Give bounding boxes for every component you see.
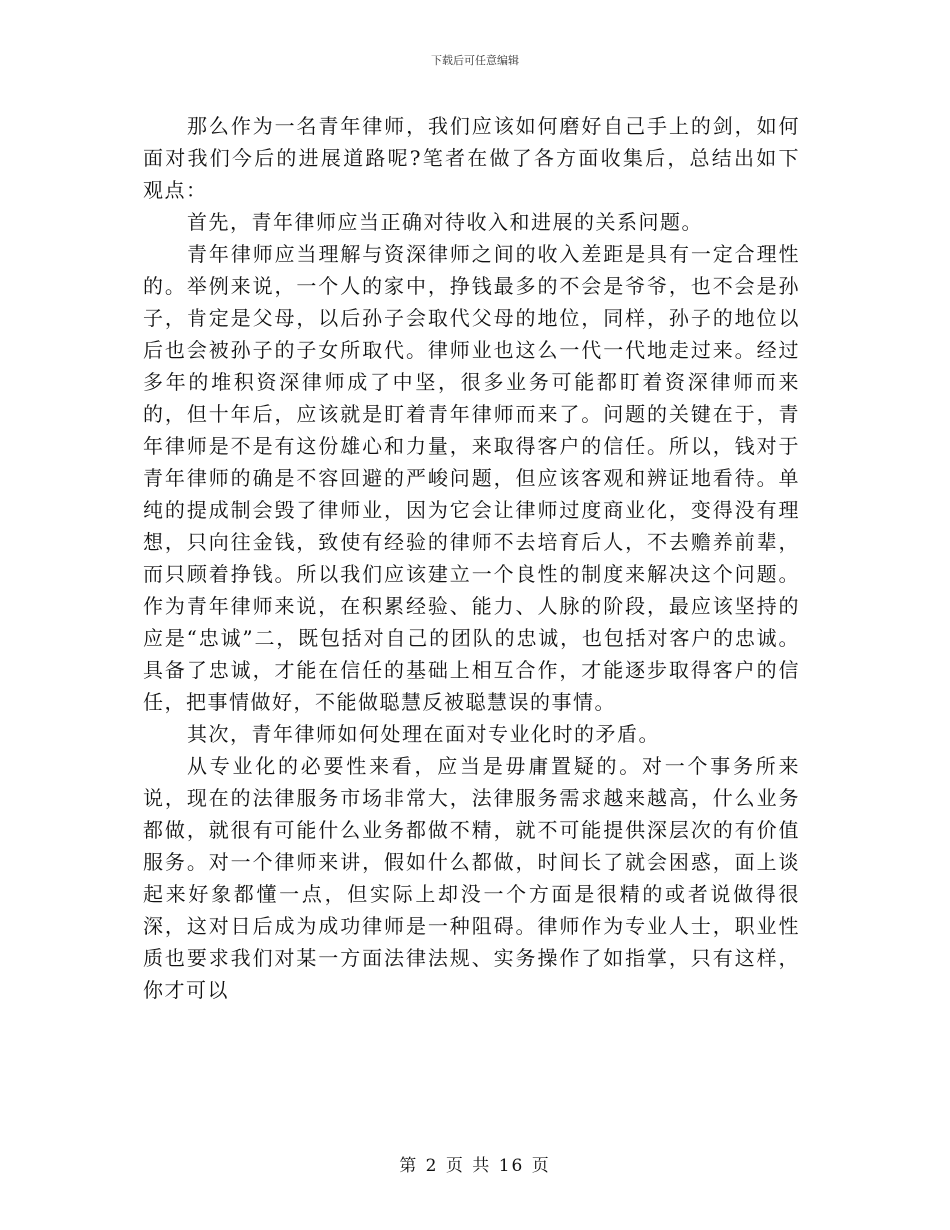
paragraph-income: 青年律师应当理解与资深律师之间的收入差距是具有一定合理性的。举例来说，一个人的家中，挣钱最多的不会是爷爷，也不会是孙子，肯定是父母，以后孙子会取代父母的地位，同样，孙子的地位以后也会被孙子的子女所取代。律师业也这么一代一代地走过来。经过多年的堆积资深律师成了中坚，很多业务可能都盯着资深律师而来的，但十年后，应该就是盯着青年律师而来了。问题的关键在于，青年律师是不是有这份雄心和力量，来取得客户的信任。所以，钱对于青年律师的确是不容回避的严峻问题，但应该客观和辨证地看待。单纯的提成制会毁了律师业，因为它会让律师过度商业化，变得没有理想，只向往金钱，致使有经验的律师不去培育后人，不去赡养前辈，而只顾着挣钱。所以我们应该建立一个良性的制度来解决这个问题。作为青年律师来说，在积累经验、能力、人脉的阶段，最应该坚持的应是“忠诚”二，既包括对自己的团队的忠诚，也包括对客户的忠诚。具备了忠诚，才能在信任的基础上相互合作，才能逐步取得客户的信任，把事情做好，不能做聪慧反被聪慧误的事情。 (143, 242, 800, 714)
document-body (143, 110, 800, 1006)
paragraph-heading-first: 首先，青年律师应当正确对待收入和进展的关系问题。 (187, 210, 703, 234)
page-header: 下载后可任意编辑 (431, 54, 519, 67)
paragraph-heading-second: 其次，青年律师如何处理在面对专业化时的矛盾。 (187, 722, 660, 746)
paragraph-intro: 那么作为一名青年律师，我们应该如何磨好自己手上的剑，如何面对我们今后的进展道路呢?笔者在做了各方面收集后，总结出如下观点： (143, 114, 800, 202)
page-number: 第 2 页 共 16 页 (399, 1156, 551, 1176)
paragraph-specialization: 从专业化的必要性来看，应当是毋庸置疑的。对一个事务所来说，现在的法律服务市场非常大，法律服务需求越来越高，什么业务都做，就很有可能什么业务都做不精，就不可能提供深层次的有价值服务。对一个律师来讲，假如什么都做，时间长了就会困惑，面上谈起来好象都懂一点，但实际上却没一个方面是很精的或者说做得很深，这对日后成为成功律师是一种阻碍。律师作为专业人士，职业性质也要求我们对某一方面法律法规、实务操作了如指掌，只有这样，你才可以 (143, 754, 800, 1002)
